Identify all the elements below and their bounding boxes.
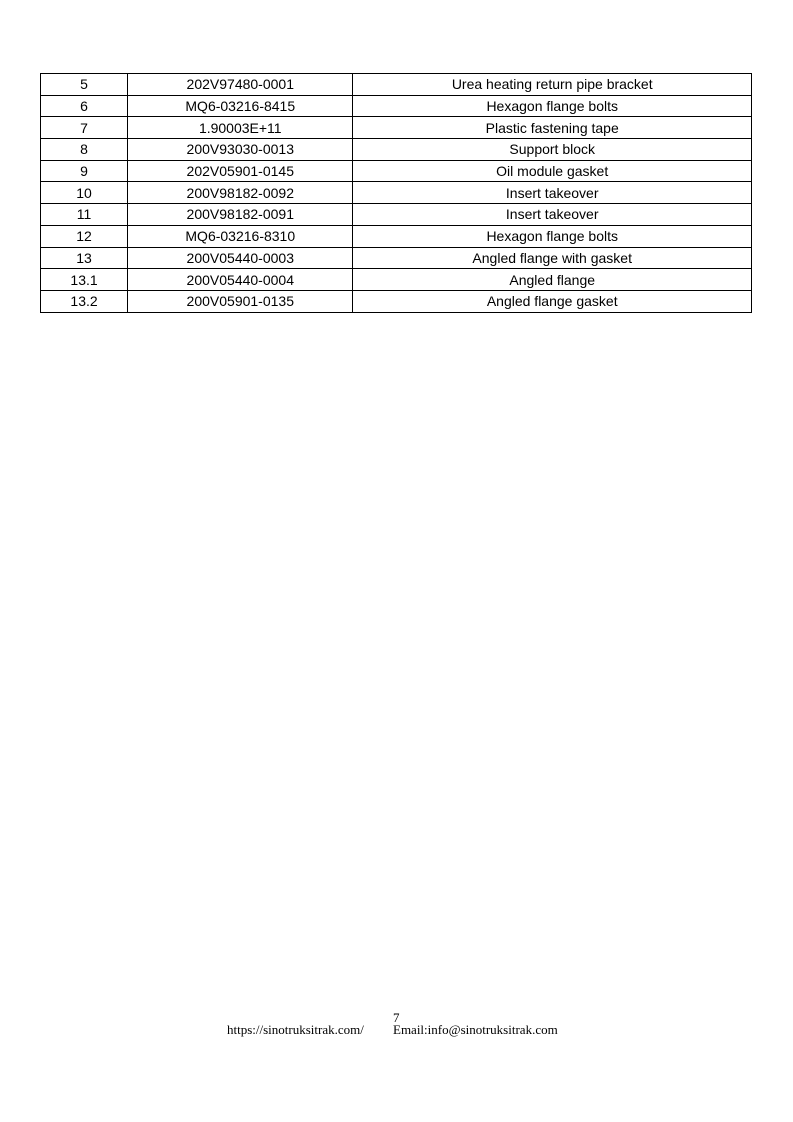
part-number-cell: MQ6-03216-8310 [128, 225, 353, 247]
description-cell: Plastic fastening tape [353, 117, 752, 139]
part-number-cell: 200V05901-0135 [128, 290, 353, 312]
parts-table [40, 73, 752, 313]
table-row [41, 290, 752, 312]
table-row [41, 74, 752, 96]
description-cell: Angled flange with gasket [353, 247, 752, 269]
table-row [41, 204, 752, 226]
item-number-cell: 11 [41, 204, 128, 226]
item-number-cell: 13.1 [41, 269, 128, 291]
item-number-cell: 13 [41, 247, 128, 269]
description-cell: Urea heating return pipe bracket [353, 74, 752, 96]
part-number-cell: 200V98182-0092 [128, 182, 353, 204]
table-row [41, 139, 752, 161]
item-number-cell: 13.2 [41, 290, 128, 312]
description-cell: Angled flange [353, 269, 752, 291]
part-number-cell: 200V05440-0004 [128, 269, 353, 291]
part-number-cell: 200V93030-0013 [128, 139, 353, 161]
item-number-cell: 12 [41, 225, 128, 247]
table-row [41, 247, 752, 269]
part-number-cell: 1.90003E+11 [128, 117, 353, 139]
item-number-cell: 7 [41, 117, 128, 139]
part-number-cell: 200V05440-0003 [128, 247, 353, 269]
description-cell: Insert takeover [353, 182, 752, 204]
description-cell: Support block [353, 139, 752, 161]
item-number-cell: 10 [41, 182, 128, 204]
item-number-cell: 6 [41, 95, 128, 117]
page-number: 7 [393, 1010, 400, 1025]
table-row [41, 182, 752, 204]
description-cell: Hexagon flange bolts [353, 225, 752, 247]
description-cell: Oil module gasket [353, 160, 752, 182]
item-number-cell: 8 [41, 139, 128, 161]
table-row [41, 117, 752, 139]
table-row [41, 269, 752, 291]
email-link[interactable]: Email:info@sinotruksitrak.com [393, 1022, 558, 1037]
table-row [41, 160, 752, 182]
table-row [41, 95, 752, 117]
website-link[interactable]: https://sinotruksitrak.com/ [227, 1022, 364, 1037]
table-row [41, 225, 752, 247]
item-number-cell: 5 [41, 74, 128, 96]
part-number-cell: 202V05901-0145 [128, 160, 353, 182]
description-cell: Insert takeover [353, 204, 752, 226]
part-number-cell: MQ6-03216-8415 [128, 95, 353, 117]
part-number-cell: 200V98182-0091 [128, 204, 353, 226]
description-cell: Hexagon flange bolts [353, 95, 752, 117]
description-cell: Angled flange gasket [353, 290, 752, 312]
item-number-cell: 9 [41, 160, 128, 182]
part-number-cell: 202V97480-0001 [128, 74, 353, 96]
